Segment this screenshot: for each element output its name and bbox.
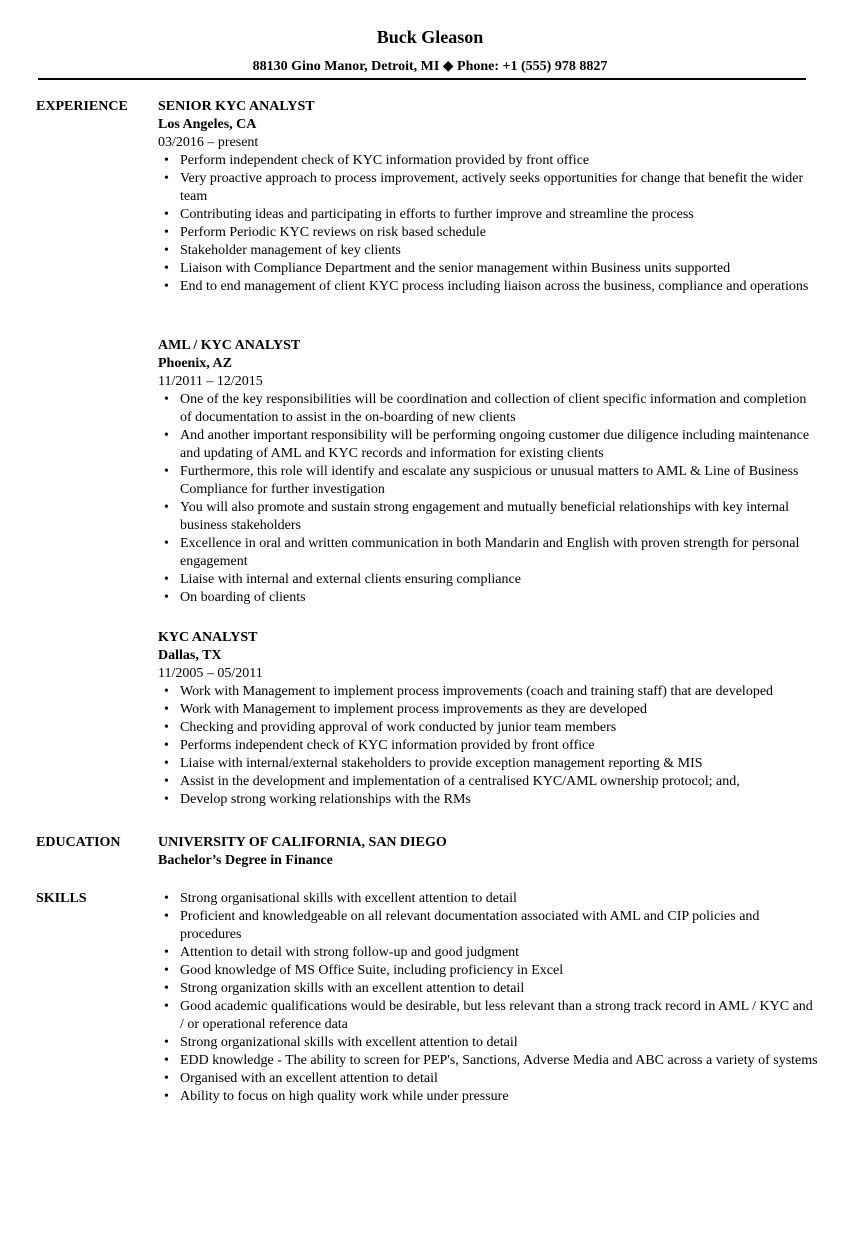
list-item: • Furthermore, this role will identify and escalate any suspicious or unusual matters to AML & Line of Business Compliance for further investigation	[158, 463, 818, 499]
list-item: • You will also promote and sustain strong engagement and mutually beneficial relationships with key internal business stakeholders	[158, 499, 818, 535]
list-item: • Excellence in oral and written communication in both Mandarin and English with proven strength for personal engagement	[158, 535, 818, 571]
skills-list	[158, 890, 818, 1106]
job-location: Los Angeles, CA	[158, 117, 257, 132]
contact-line: 88130 Gino Manor, Detroit, MI ◆ Phone: +1 (555) 978 8827	[252, 59, 608, 74]
list-item: • Performs independent check of KYC information provided by front office	[158, 737, 818, 755]
list-item: • Work with Management to implement process improvements (coach and training staff) that are developed	[158, 683, 818, 701]
list-item: • Strong organizational skills with excellent attention to detail	[158, 1034, 818, 1052]
list-item: • Attention to detail with strong follow-up and good judgment	[158, 944, 818, 962]
header-divider	[38, 78, 806, 80]
skills-heading: SKILLS	[36, 891, 87, 906]
list-item: • Strong organization skills with an excellent attention to detail	[158, 980, 818, 998]
list-item: • Good academic qualifications would be desirable, but less relevant than a strong track record in AML / KYC and / or operational reference data	[158, 998, 818, 1034]
job-dates: 11/2011 – 12/2015	[158, 374, 263, 389]
job-bullets	[158, 683, 818, 809]
list-item: • Strong organisational skills with excellent attention to detail	[158, 890, 818, 908]
list-item: • Stakeholder management of key clients	[158, 242, 818, 260]
list-item: • Liaise with internal/external stakeholders to provide exception management reporting & MIS	[158, 755, 818, 773]
list-item: • Liaison with Compliance Department and the senior management within Business units supported	[158, 260, 818, 278]
list-item: • Organised with an excellent attention to detail	[158, 1070, 818, 1088]
job-location: Dallas, TX	[158, 648, 222, 663]
job-title: AML / KYC ANALYST	[158, 338, 301, 353]
job-dates: 03/2016 – present	[158, 135, 259, 150]
job-title: SENIOR KYC ANALYST	[158, 99, 315, 114]
list-item: • Perform independent check of KYC information provided by front office	[158, 152, 818, 170]
list-item: • EDD knowledge - The ability to screen for PEP's, Sanctions, Adverse Media and ABC across a variety of systems	[158, 1052, 818, 1070]
school-name: UNIVERSITY OF CALIFORNIA, SAN DIEGO	[158, 835, 447, 850]
list-item: • Checking and providing approval of work conducted by junior team members	[158, 719, 818, 737]
job-entry-senior-kyc-analyst	[158, 98, 818, 296]
list-item: • On boarding of clients	[158, 589, 818, 607]
list-item: • And another important responsibility will be performing ongoing customer due diligence including maintenance and updating of AML and KYC records and information for existing clients	[158, 427, 818, 463]
candidate-name: Buck Gleason	[376, 27, 484, 47]
list-item: • Assist in the development and implementation of a centralised KYC/AML ownership protocol; and,	[158, 773, 818, 791]
list-item: • Perform Periodic KYC reviews on risk based schedule	[158, 224, 818, 242]
list-item: • Proficient and knowledgeable on all relevant documentation associated with AML and CIP policies and procedures	[158, 908, 818, 944]
job-dates: 11/2005 – 05/2011	[158, 666, 263, 681]
list-item: • Work with Management to implement process improvements as they are developed	[158, 701, 818, 719]
job-entry-aml-kyc-analyst	[158, 337, 818, 607]
list-item: • Contributing ideas and participating in efforts to further improve and streamline the process	[158, 206, 818, 224]
list-item: • End to end management of client KYC process including liaison across the business, compliance and operations	[158, 278, 818, 296]
list-item: • One of the key responsibilities will be coordination and collection of client specific information and completion of documentation to assist in the on-boarding of new clients	[158, 391, 818, 427]
job-entry-kyc-analyst	[158, 629, 818, 809]
list-item: • Very proactive approach to process improvement, actively seeks opportunities for change that benefit the wider team	[158, 170, 818, 206]
job-location: Phoenix, AZ	[158, 356, 232, 371]
list-item: • Liaise with internal and external clients ensuring compliance	[158, 571, 818, 589]
education-entry	[158, 834, 818, 870]
list-item: • Ability to focus on high quality work while under pressure	[158, 1088, 818, 1106]
list-item: • Develop strong working relationships with the RMs	[158, 791, 818, 809]
degree: Bachelor’s Degree in Finance	[158, 853, 333, 868]
skills-entry	[158, 890, 818, 1106]
job-bullets	[158, 391, 818, 607]
list-item: • Good knowledge of MS Office Suite, including proficiency in Excel	[158, 962, 818, 980]
job-title: KYC ANALYST	[158, 630, 258, 645]
job-bullets	[158, 152, 818, 296]
education-heading: EDUCATION	[36, 835, 121, 850]
experience-heading: EXPERIENCE	[36, 99, 128, 114]
